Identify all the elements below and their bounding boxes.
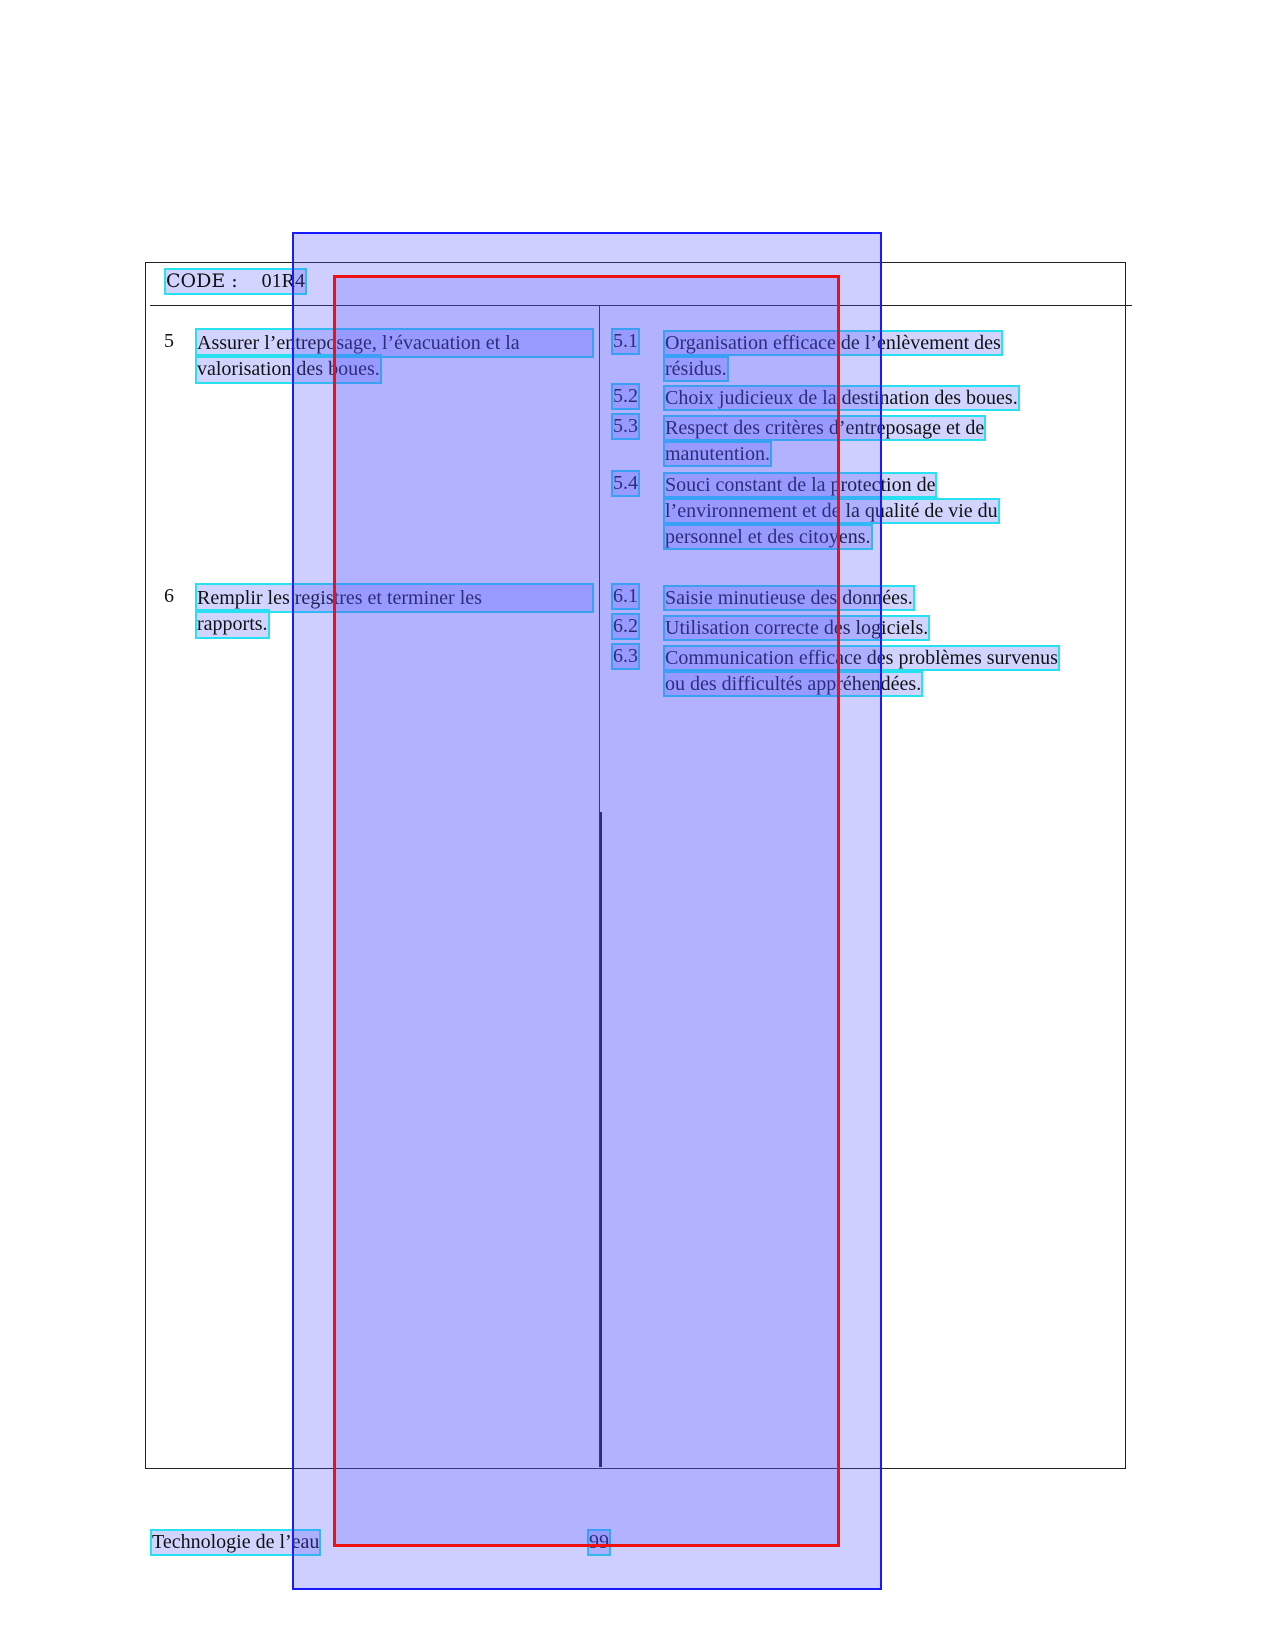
criterion-line: Respect des critères d’entreposage et de (665, 417, 985, 439)
selection-overlay-inner (333, 275, 840, 1547)
criterion-line: Souci constant de la protection de (665, 474, 936, 496)
criterion-line: Choix judicieux de la destination des boues. (665, 387, 1018, 409)
criterion-line: Communication efficace des problèmes survenus (665, 647, 1058, 669)
criterion-line: personnel et des citoyens. (665, 526, 871, 548)
task-line: Assurer l’entreposage, l’évacuation et la (197, 330, 592, 356)
criterion-line: Organisation efficace de l’enlèvement des (665, 332, 1001, 354)
criterion-number: 6.2 (613, 615, 638, 637)
criterion-line: l’environnement et de la qualité de vie du (665, 500, 998, 522)
code-header (166, 270, 305, 293)
task-number: 5 (164, 330, 174, 352)
task-line: rapports. (197, 613, 268, 635)
criterion-number: 5.2 (613, 385, 638, 407)
code-label: CODE : (166, 270, 238, 292)
code-value: 01R4 (261, 270, 306, 292)
task-line: Remplir les registres et terminer les (197, 585, 592, 611)
criterion-line: manutention. (665, 443, 770, 465)
criterion-line: ou des difficultés appréhendées. (665, 673, 922, 695)
criterion-number: 5.4 (613, 472, 638, 494)
criterion-number: 5.3 (613, 415, 638, 437)
task-number: 6 (164, 585, 174, 607)
criterion-number: 5.1 (613, 330, 638, 352)
criterion-line: résidus. (665, 358, 727, 380)
task-line: valorisation des boues. (197, 358, 380, 380)
footer-title: Technologie de l’eau (152, 1531, 320, 1553)
criterion-number: 6.3 (613, 645, 638, 667)
criterion-number: 6.1 (613, 585, 638, 607)
criterion-line: Utilisation correcte des logiciels. (665, 617, 929, 639)
criterion-line: Saisie minutieuse des données. (665, 587, 913, 609)
page-number: 99 (589, 1531, 609, 1553)
